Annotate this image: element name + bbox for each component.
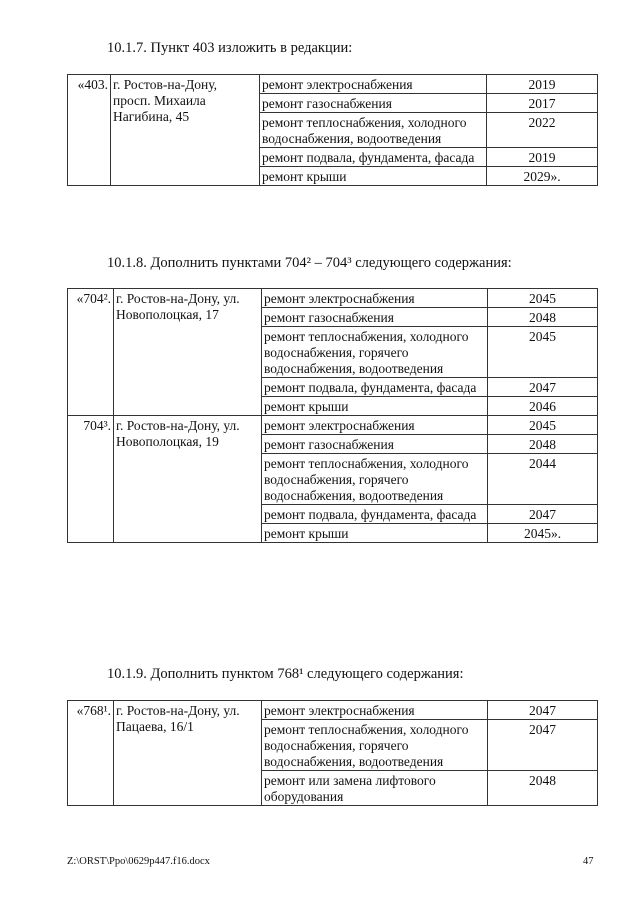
work-type-cell: ремонт электроснабжения — [262, 416, 488, 435]
year-cell: 2045 — [488, 289, 598, 308]
address-cell: г. Ростов-на-Дону, ул. Пацаева, 16/1 — [114, 701, 262, 806]
work-type-cell: ремонт газоснабжения — [260, 94, 487, 113]
work-type-cell: ремонт крыши — [262, 397, 488, 416]
item-number: «403. — [68, 75, 111, 186]
work-type-cell: ремонт теплоснабжения, холодного водоснабжения, горячего водоснабжения, водоотведения — [262, 454, 488, 505]
address-cell: г. Ростов-на-Дону, ул. Новополоцкая, 17 — [114, 289, 262, 416]
work-type-cell: ремонт или замена лифтового оборудования — [262, 771, 488, 806]
year-cell: 2047 — [488, 505, 598, 524]
work-type-cell: ремонт электроснабжения — [262, 289, 488, 308]
work-type-cell: ремонт теплоснабжения, холодного водоснабжения, горячего водоснабжения, водоотведения — [262, 720, 488, 771]
year-cell: 2046 — [488, 397, 598, 416]
section-heading-10-1-8: 10.1.8. Дополнить пунктами 704² – 704³ следующего содержания: — [107, 255, 512, 271]
year-cell: 2017 — [487, 94, 598, 113]
work-type-cell: ремонт теплоснабжения, холодного водоснабжения, горячего водоснабжения, водоотведения — [262, 327, 488, 378]
work-type-cell: ремонт подвала, фундамента, фасада — [260, 148, 487, 167]
year-cell: 2045». — [488, 524, 598, 543]
repair-table-768 — [67, 700, 598, 806]
section-heading-10-1-9: 10.1.9. Дополнить пунктом 768¹ следующего содержания: — [107, 666, 464, 682]
repair-table-403 — [67, 74, 598, 186]
footer-file-path: Z:\ORST\Ppo\0629p447.f16.docx — [67, 856, 210, 867]
year-cell: 2047 — [488, 378, 598, 397]
table-row — [68, 701, 598, 720]
item-number: 704³. — [68, 416, 114, 543]
work-type-cell: ремонт электроснабжения — [262, 701, 488, 720]
item-number: «704². — [68, 289, 114, 416]
year-cell: 2047 — [488, 701, 598, 720]
table-row — [68, 416, 598, 435]
section-heading-10-1-7: 10.1.7. Пункт 403 изложить в редакции: — [107, 40, 353, 56]
year-cell: 2045 — [488, 416, 598, 435]
address-cell: г. Ростов-на-Дону, ул. Новополоцкая, 19 — [114, 416, 262, 543]
work-type-cell: ремонт газоснабжения — [262, 308, 488, 327]
year-cell: 2048 — [488, 308, 598, 327]
work-type-cell: ремонт электроснабжения — [260, 75, 487, 94]
work-type-cell: ремонт подвала, фундамента, фасада — [262, 378, 488, 397]
repair-table-704 — [67, 288, 598, 543]
work-type-cell: ремонт крыши — [260, 167, 487, 186]
table-row — [68, 75, 598, 94]
work-type-cell: ремонт теплоснабжения, холодного водоснабжения, водоотведения — [260, 113, 487, 148]
year-cell: 2019 — [487, 148, 598, 167]
year-cell: 2047 — [488, 720, 598, 771]
item-number: «768¹. — [68, 701, 114, 806]
year-cell: 2022 — [487, 113, 598, 148]
year-cell: 2048 — [488, 771, 598, 806]
work-type-cell: ремонт газоснабжения — [262, 435, 488, 454]
table-row — [68, 289, 598, 308]
year-cell: 2048 — [488, 435, 598, 454]
year-cell: 2019 — [487, 75, 598, 94]
address-cell: г. Ростов-на-Дону, просп. Михаила Нагибина, 45 — [111, 75, 260, 186]
work-type-cell: ремонт подвала, фундамента, фасада — [262, 505, 488, 524]
year-cell: 2045 — [488, 327, 598, 378]
work-type-cell: ремонт крыши — [262, 524, 488, 543]
year-cell: 2029». — [487, 167, 598, 186]
footer-page-number: 47 — [583, 856, 594, 867]
year-cell: 2044 — [488, 454, 598, 505]
